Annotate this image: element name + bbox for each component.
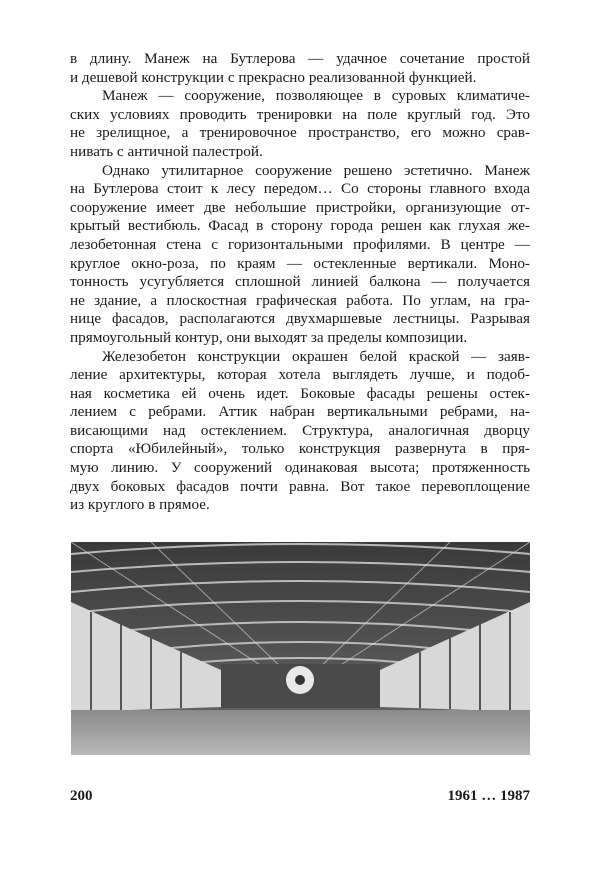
text-line: мую линию. У сооружений одинаковая высота; протяженность bbox=[70, 459, 530, 477]
text-line: нивать с античной палестрой. bbox=[70, 142, 263, 160]
text-line: лением с ребрами. Аттик набран вертикальными ребрами, на- bbox=[70, 403, 530, 421]
text-line: ная косметика ей очень идет. Боковые фасады решены остек- bbox=[70, 384, 530, 402]
text-line: Однако утилитарное сооружение решено эстетично. Манеж bbox=[102, 161, 530, 179]
text-line: сооружение имеет две небольшие пристройки, организующие от- bbox=[70, 198, 530, 216]
text-line: из круглого в прямое. bbox=[70, 496, 210, 514]
text-line: тонность усугубляется сплошной линией балкона — получается bbox=[70, 273, 530, 291]
text-line: крытый вестибюль. Фасад в сторону города решен как глухая же- bbox=[70, 217, 530, 235]
text-line: спорта «Юбилейный», только конструкция развернута в пря- bbox=[70, 440, 530, 458]
text-line: двух боковых фасадов почти равна. Вот такое перевоплощение bbox=[70, 477, 530, 495]
text-line: ских условиях проводить тренировки на поле круглый год. Это bbox=[70, 105, 530, 123]
text-line: Манеж — сооружение, позволяющее в суровых климатиче- bbox=[102, 87, 530, 105]
text-line: не здание, а плоскостная графическая работа. По углам, на гра- bbox=[70, 291, 530, 309]
text-line: висающими над остеклением. Структура, аналогичная дворцу bbox=[70, 421, 530, 439]
body-text bbox=[70, 50, 530, 515]
manege-interior-photo bbox=[71, 542, 530, 755]
text-line: и дешевой конструкции с прекрасно реализованной функцией. bbox=[70, 68, 477, 86]
running-title: 1961 … 1987 bbox=[447, 788, 530, 804]
text-line: на Бутлерова стоит к лесу передом… Со стороны главного входа bbox=[70, 180, 530, 198]
text-line: лезобетонная стена с горизонтальными профилями. В центре — bbox=[70, 235, 530, 253]
text-line: круглое окно-роза, по краям — остекленные вертикали. Моно- bbox=[70, 254, 530, 272]
text-line: нице фасадов, располагаются двухмаршевые лестницы. Разрывая bbox=[70, 310, 530, 328]
text-line: не зрелищное, а тренировочное пространство, его можно срав- bbox=[70, 124, 530, 142]
text-line: в длину. Манеж на Бутлерова — удачное сочетание простой bbox=[70, 50, 530, 67]
text-line: прямоугольный контур, они выходят за пределы композиции. bbox=[70, 328, 468, 346]
text-line: ление архитектуры, которая хотела выглядеть лучше, и подоб- bbox=[70, 366, 530, 384]
page-number: 200 bbox=[70, 788, 93, 804]
text-line: Железобетон конструкции окрашен белой краской — заяв- bbox=[102, 347, 530, 365]
